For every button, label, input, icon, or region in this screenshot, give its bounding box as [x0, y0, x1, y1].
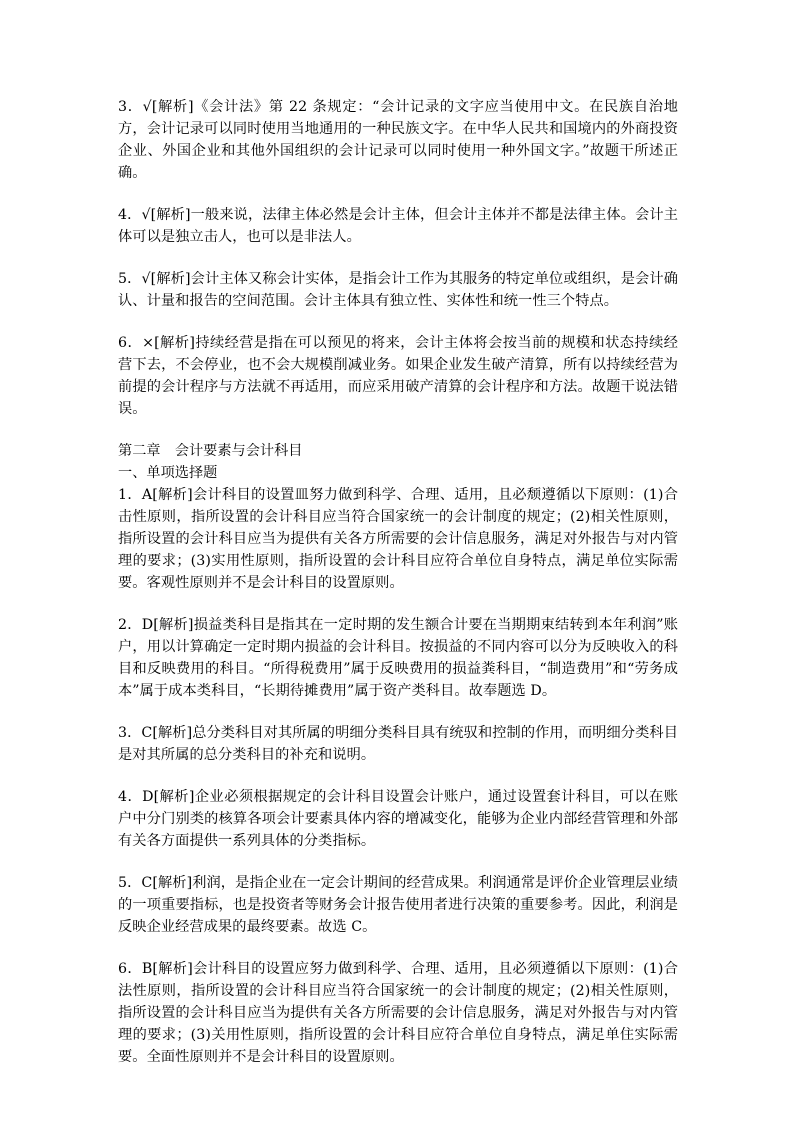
chapter-header: [118, 440, 678, 484]
answer-paragraph: 4．√[解析]一般来说，法律主体必然是会计主体，但会计主体并不都是法律主体。会计主体可以是独立击人，也可以是非法人。: [118, 207, 678, 245]
section-title: 一、单项选择题: [118, 465, 218, 481]
document-page: [118, 96, 678, 1088]
answer-paragraph: 5．C[解析]利润，是指企业在一定会计期间的经营成果。利润通常是评价企业管理层业绩的一项重要指标，也是投资者等财务会计报告使用者进行决策的重要参考。因此，利润是反映企业经营成果的最终要素。故选 C。: [118, 875, 678, 935]
answer-paragraph: 2．D[解析]损益类科目是指其在一定时期的发生额合计要在当期期束结转到本年利润”账户，用以计算确定一定时期内损益的会计科目。按损益的不同内容可以分为反映收入的科目和反映费用的科目。“所得税费用”属于反映费用的损益粪科目，“制造费用”和“劳务成本”属于成本类科目，“长期待摊费用”属于资产类科目。故奉题选 D。: [118, 617, 678, 699]
answer-paragraph: 4．D[解析]企业必须根据规定的会计科目设置会计账户，通过设置套计科目，可以在账户中分门别类的核算各项会计要素具体内容的增减变化，能够为企业内部经营管理和外部有关各方面提供一系列具体的分类指标。: [118, 789, 678, 849]
answer-paragraph: 3．C[解析]总分类科目对其所属的明细分类科目具有统驭和控制的作用，而明细分类科目是对其所属的总分类科目的补充和说明。: [118, 725, 678, 763]
answer-paragraph: 1．A[解析]会计科目的设置皿努力做到科学、合理、适用，且必颓遵循以下原则：(1)合击性原则，指所设置的会计科目应当符合国家统一的会计制度的规定；(2)相关性原则，指所设置的会计科目应当为提供有关各方所需要的会计信息服务，满足对外报告与对内管理的要求；(3)实用性原则，指所设置的会计科目应符合单位自身特点，满足单位实际需要。客观性原则并不是会计科目的设置原则。: [118, 487, 678, 591]
answer-paragraph: 6．B[解析]会计科目的设置应努力做到科学、合理、适用，且必须遵循以下原则：(1)合法性原则，指所设置的会计科目应当符合国家统一的会计制度的规定；(2)相关性原则，指所设置的会计科目应当为提供有关各方所需要的会计信息服务，满足对外报告与对内管理的要求；(3)关用性原则，指所设置的会计科目应符合单位自身特点，满足单住实际需要。全面性原则并不是会计科目的设置原则。: [118, 961, 678, 1065]
chapter-title: 第二章 会计要素与会计科目: [118, 443, 303, 459]
answer-paragraph: 6．×[解析]持续经营是指在可以预见的将来，会计主体将会按当前的规模和状态持续经营下去，不会停业，也不会大规模削减业务。如果企业发生破产清算，所有以持续经营为前提的会计程序与方法就不再适用，而应采用破产清算的会计程序和方法。故题干说法错误。: [118, 335, 678, 417]
answer-paragraph: 5．√[解析]会计主体又称会计实体，是指会计工作为其服务的特定单位或组织，是会计确认、计量和报告的空间范围。会计主体具有独立性、实体性和统一性三个特点。: [118, 271, 678, 309]
answer-paragraph: 3．√[解析]《会计法》第 22 条规定：“会计记录的文字应当使用中文。在民族自治地方，会计记录可以同时使用当地通用的一种民族文字。在中华人民共和国境内的外商投资企业、外国企业和其他外国组织的会计记录可以同时使用一种外国文字。”故题干所述正确。: [118, 99, 678, 181]
